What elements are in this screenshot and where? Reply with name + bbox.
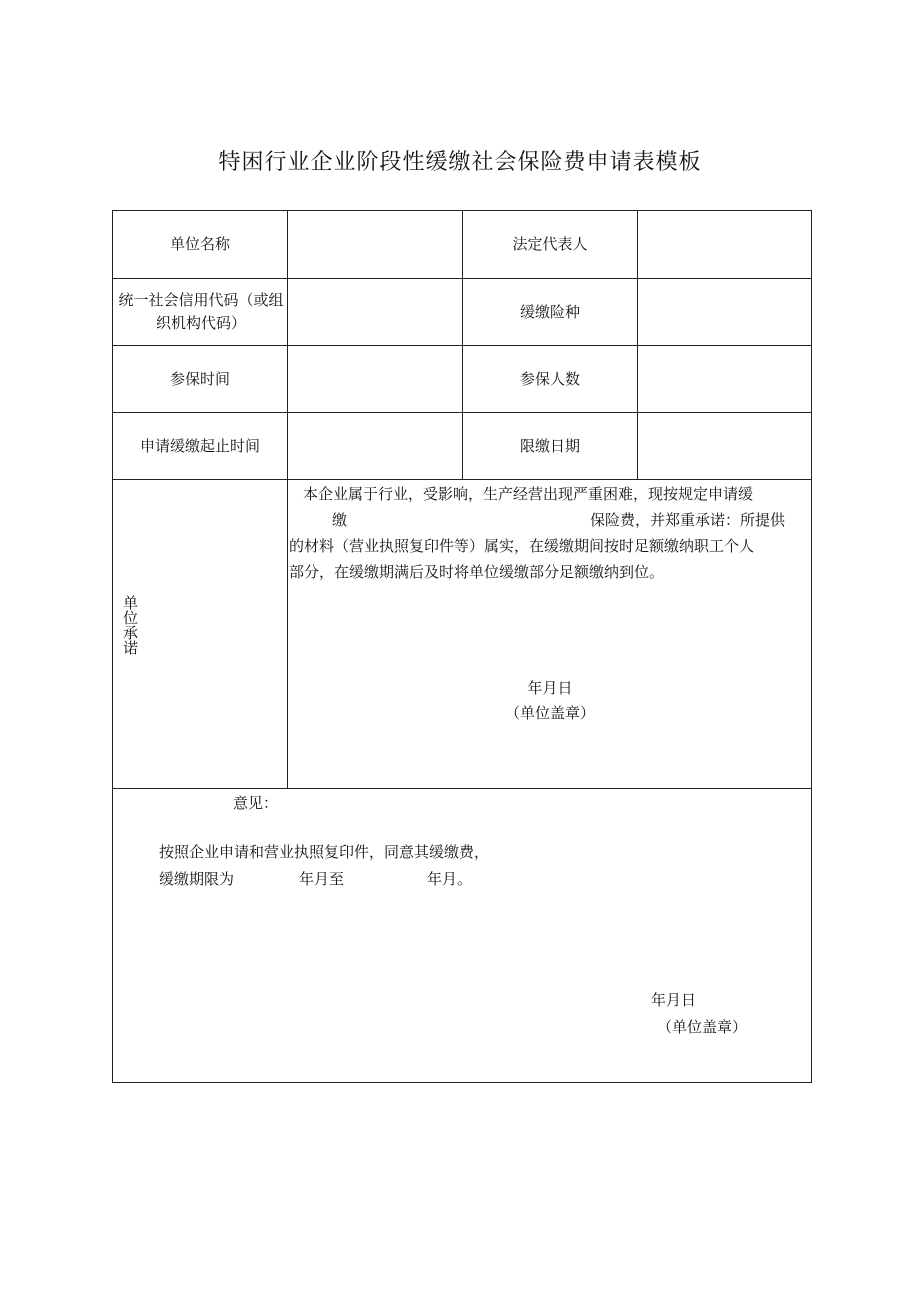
opinion-period-start: 年月至 [299,870,345,888]
application-form [112,210,812,1083]
row-divider [113,479,811,480]
label-insured-count: 参保人数 [519,369,580,388]
pledge-line-segment: 缴 [332,511,348,529]
label-credit-code: 统一社会信用代码（或组织机构代码） [118,291,284,332]
deferred-insurance-type-field[interactable] [638,279,811,345]
opinion-period-prefix: 缓缴期限为 [159,870,235,888]
pledge-date: 年月日 [527,679,573,697]
pledge-label: 单位承诺 [121,595,139,655]
opinion-label: 意见： [233,794,279,812]
legal-representative-field[interactable] [638,211,811,278]
pledge-statement [289,481,811,585]
pledge-seal: （单位盖章） [504,704,595,722]
pledge-line [289,507,811,533]
opinion-period-end: 年月。 [427,870,473,888]
label-deferral-period: 申请缓缴起止时间 [139,436,260,455]
pledge-line: 部分，在缓缴期满后及时将单位缓缴部分足额缴纳到位。 [289,563,665,581]
document-title: 特困行业企业阶段性缓缴社会保险费申请表模板 [218,150,702,175]
pledge-line-segment: 保险费，并郑重承诺：所提供 [590,511,786,529]
payment-deadline-field[interactable] [638,413,811,479]
opinion-line: 按照企业申请和营业执照复印件，同意其缓缴费， [159,843,490,861]
pledge-line: 本企业属于行业，受影响，生产经营出现严重困难，现按规定申请缓 [303,485,754,503]
label-legal-representative: 法定代表人 [512,235,588,253]
row-divider [113,788,811,789]
label-enrollment-date: 参保时间 [169,369,230,388]
insured-count-field[interactable] [638,346,811,412]
credit-code-field[interactable] [288,279,462,345]
opinion-seal: （单位盖章） [657,1018,748,1036]
pledge-line: 的材料（营业执照复印件等）属实，在缓缴期间按时足额缴纳职工个人 [289,537,755,555]
opinion-date: 年月日 [651,991,697,1009]
label-unit-name: 单位名称 [169,235,230,253]
label-payment-deadline: 限缴日期 [519,436,580,455]
deferral-period-field[interactable] [288,413,462,479]
unit-name-field[interactable] [288,211,462,278]
enrollment-date-field[interactable] [288,346,462,412]
label-deferred-insurance-type: 缓缴险种 [519,302,580,321]
